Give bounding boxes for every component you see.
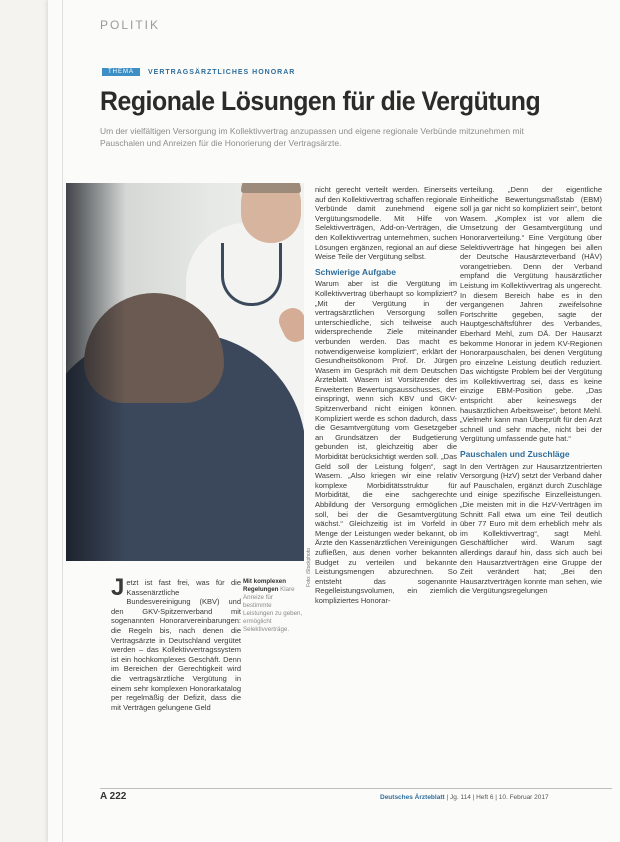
article-column-2 — [315, 185, 457, 606]
column-3-text-b: In den Verträgen zur Hausarztzentrierten Versorgung (HzV) setzt der Verband daher auf Pauschalen, ergänzt durch Zuschläge und einige spezifische Einzelleistungen. „Die meisten mit in die HzV-Verträgen im Schnitt Fall etwa um eine Teil deutlich über 77 Euro mit dem erheblich mehr als im Kollektivvertrag“, sagt Mehl. Geschäftlicher wird. Warum sagt allerdings darauf hin, dass sich auch bei den Hausarztverträgen eine Gruppe der Zeit verändert hat; „Bei den Hausarztverträgen konnte man sehen, wie die Vergütungsregelungen — [460, 461, 602, 596]
stethoscope — [221, 243, 282, 306]
lead-paragraph: Um der vielfältigen Versorgung im Kollektivvertrag anzupassen und eigene regionale Verbünde mitzunehmen mit Pauschalen und Anreizen für die Honorierung der Vertragsärzte. — [100, 126, 524, 148]
journal-issue: | Jg. 114 | Heft 6 | 10. Februar 2017 — [446, 794, 549, 801]
topic-tag: THEMA — [102, 68, 140, 76]
footer-rule — [100, 788, 612, 789]
article-column-3 — [460, 185, 602, 596]
caption-bold: Mit komplexen Regelungen — [243, 578, 286, 593]
section-label: POLITIK — [100, 18, 161, 32]
subheading-pauschalen: Pauschalen und Zuschläge — [460, 449, 570, 460]
article-photo — [66, 183, 304, 561]
photo-caption — [243, 578, 303, 634]
binder-line — [62, 0, 63, 842]
topic-row — [102, 68, 295, 76]
page-number: A 222 — [100, 791, 127, 802]
subheading-schwierige-aufgabe: Schwierige Aufgabe — [315, 266, 396, 277]
journal-footer — [380, 794, 549, 801]
article-column-1: Jetzt ist fast frei, was für die Kassenärztliche Bundesvereinigung (KBV) und den GKV-Spitzenverband mit sogenannten Honorarvereinbarungen: die Regeln bis, nach denen die Vertragsärzte in Deutschland vergütet werden – das Kollektivvertragssystem ist ein hochkomplexes Geschäft. Denn im Bereichen der Gerechtigkeit wird die vertragsärztliche Vergütung in einem sehr komplexen Honorarkatalog per regelmäßig der Defizit, dass die mit Verträgen gelungene Geld — [111, 574, 241, 712]
column-3-text-a: verteilung. „Denn der eigentliche Einheitliche Bewertungsmaßstab (EBM) soll ja gar nicht so kompliziert sein“, betont Wasem. „Komplex ist vor allem die Umsetzung der Gesamtvergütung und Honorarverteilung.“ Eine Vergütung über Selektivverträge hat hingegen bei allen der Deutsche Hausärzteverband (HÄV) vorangetrieben. Denn der Verband empfand die Vergütung hausärztlicher Leistung im Kollektivvertrag als ungerecht. In diesem Bereich habe es in den vergangenen Jahren zweifelsohne Fortschritte gegeben, sagte der Hauptgeschäftsführer des Verbandes, Eberhard Mehl, zum DÄ. Der Hausarzt bekomme Honorar in jedem KV-Regionen Honorarpauschalen, bei denen Vergütung pro einzelne Leistung deutlich reduziert. Das wichtigste Problem bei der Vergütung im Kollektivvertrag sei, dass es keine einzige EBM-Position gebe. „Das entspricht aber keineswegs der hausärztlichen Arbeitsweise“, betont Mehl. „Vielmehr kann man Überprüft für den Arzt schnell und sehr mache, nicht bei der Vergütung umfassende gute hat.“ — [460, 185, 602, 444]
column-2-text-a: nicht gerecht verteilt werden. Einerseits auf den Kollektivvertrag schaffen regionale Verbünde damit zunehmend eigene Vergütungsmodelle. Mit Hilfe von Selektivverträgen, Add-on-Verträgen, die den Kollektivvertrag unternehmen, suchen Lösungen ergänzen, regional an auf diese Weise Teile der Vergütung selbst. — [315, 185, 457, 262]
headline: Regionale Lösungen für die Vergütung — [100, 86, 541, 116]
column-2-text-b: Warum aber ist die Vergütung im Kollektivvertrag überhaupt so kompliziert? „Mit der Vergütung in der vertragsärztlichen Versorgung sollen unterschiedliche, sich teilweise auch widersprechende Ziele miteinander verbunden werden. Das macht es notwendigerweise kompliziert“, erklärt der Gesundheitsökonom Prof. Dr. Jürgen Wasem im Gespräch mit dem Deutschen Ärzteblatt. Wasem ist Vorsitzender des Erweiterten Bewertungsausschusses, der einspringt, wenn sich KBV und GKV-Spitzenverband nicht einigen können. Kompliziert werde es schon dadurch, dass die Gesamtvergütung vom Gesetzgeber an Grundsätzen der Budgetierung gebunden ist, gleichzeitig aber die Morbidität berücksichtigt werden soll. „Das Geld soll der Leistung folgen“, sagt Wasem. „Also kriegen wir eine relativ komplexe Morbiditätsstruktur für Morbidität, die eine sachgerechte Abbildung der Versorgung ermöglichen soll, bei der die Gesamtvergütung wächst.“ Gleichzeitig ist im Vorfeld in Menge der Leistungen weder bekannt, ob Ärzte den Kassenärztlichen Vereinigungen zufließen, aus denen vorher bekannten Budget zu verteilen und bekannte Leistungsmengen abzurechnen. So entsteht das sogenannte Regelleistungsvolumen, ein ziemlich kompliziertes Honorar- — [315, 279, 457, 605]
photo-credit: Foto: iStockphoto — [306, 548, 312, 587]
caption-text: Klare Anreize für bestimmte Leistungen zu geben, ermöglicht Selektivverträge. — [243, 586, 303, 633]
journal-name: Deutsches Ärzteblatt — [380, 794, 445, 801]
topic-title: VERTRAGSÄRZTLICHES HONORAR — [148, 68, 296, 76]
